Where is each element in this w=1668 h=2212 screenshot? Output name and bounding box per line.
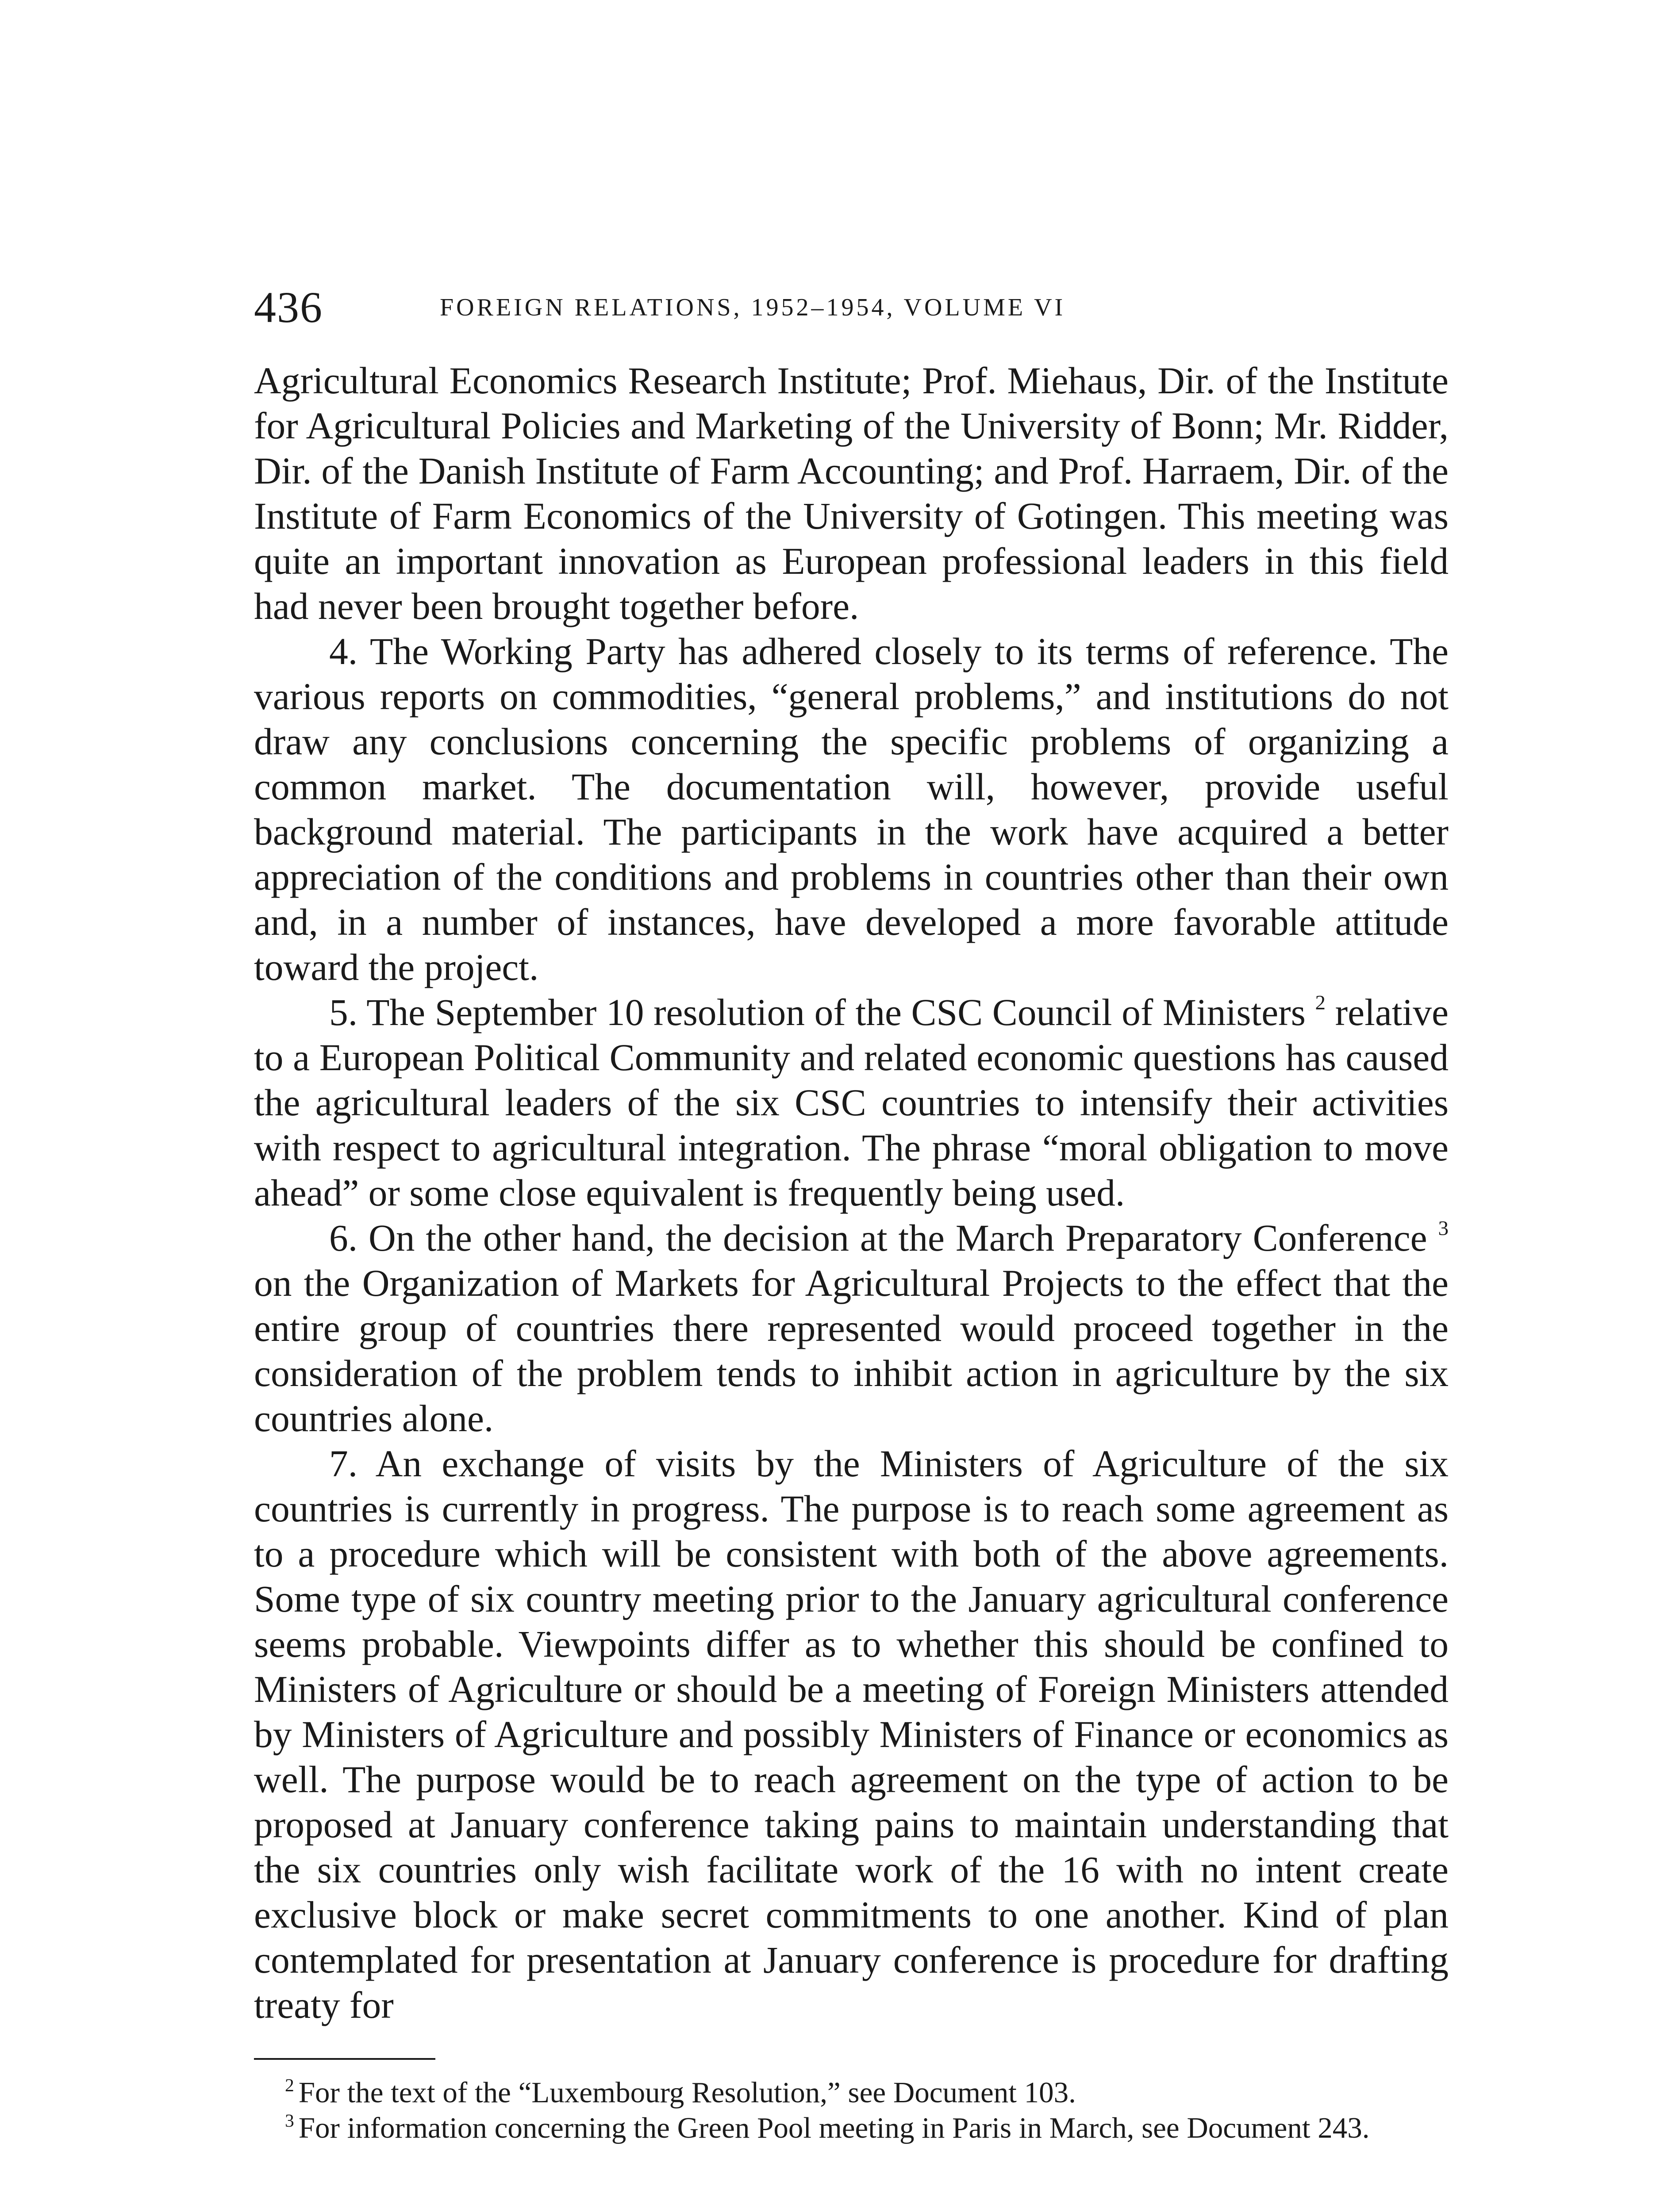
page-number: 436 (254, 283, 323, 332)
document-page (254, 274, 1449, 2146)
body-text (254, 358, 1449, 2028)
paragraph-5 (254, 990, 1449, 1216)
footnote-divider (254, 2058, 435, 2060)
footnote-ref-2: 2 (1315, 991, 1326, 1014)
page-header (254, 274, 1449, 341)
footnote-3 (254, 2110, 1449, 2146)
paragraph-6-text-a: 6. On the other hand, the decision at the March Preparatory Conference (329, 1217, 1427, 1259)
footnote-text: For the text of the “Luxembourg Resolution,” see Document 103. (298, 2076, 1076, 2109)
footnote-2 (254, 2075, 1449, 2110)
footnote-ref-3: 3 (1438, 1217, 1449, 1240)
paragraph-6-text-b: on the Organization of Markets for Agricultural Projects to the effect that the entire group of countries there represented would proceed together in the consideration of the problem tends to inhibit action in agriculture by the six countries alone. (254, 1263, 1449, 1440)
paragraph-4: 4. The Working Party has adhered closely to its terms of reference. The various reports on commodities, “general problems,” and institutions do not draw any conclusions concerning the specific problems of organizing a common market. The documentation will, however, provide useful background material. The participants in the work have acquired a better appreciation of the conditions and problems in countries other than their own and, in a number of instances, have developed a more favorable attitude toward the project. (254, 631, 1449, 988)
paragraph-continued: Agricultural Economics Research Institute; Prof. Miehaus, Dir. of the Institute for Agricultural Policies and Marketing of the University of Bonn; Mr. Ridder, Dir. of the Danish Institute of Farm Accounting; and Prof. Harraem, Dir. of the Institute of Farm Economics of the University of Gotingen. This meeting was quite an important innovation as European professional leaders in this field had never been brought together before. (254, 360, 1449, 627)
paragraph-6 (254, 1216, 1449, 1441)
paragraph-7: 7. An exchange of visits by the Ministers of Agriculture of the six countries is currently in progress. The purpose is to reach some agreement as to a procedure which will be consistent with both of the above agreements. Some type of six country meeting prior to the January agricultural conference seems probable. Viewpoints differ as to whether this should be confined to Ministers of Agriculture or should be a meeting of Foreign Ministers attended by Ministers of Agriculture and possibly Ministers of Finance or economics as well. The purpose would be to reach agreement on the type of action to be proposed at January conference taking pains to maintain understanding that the six countries only wish facilitate work of the 16 with no intent create exclusive block or make secret commitments to one another. Kind of plan contemplated for presentation at January conference is procedure for drafting treaty for (254, 1443, 1449, 2026)
footnote-mark: 2 (285, 2075, 294, 2096)
paragraph-5-text-a: 5. The September 10 resolution of the CSC Council of Ministers (329, 992, 1306, 1033)
footnote-mark: 3 (285, 2110, 294, 2131)
footnotes (254, 2075, 1449, 2146)
running-head: FOREIGN RELATIONS, 1952–1954, VOLUME VI (440, 294, 1066, 321)
footnote-text: For information concerning the Green Pool meeting in Paris in March, see Document 243. (298, 2112, 1370, 2144)
paragraph-5-text-b: relative to a European Political Community and related economic questions has caused the agricultural leaders of the six CSC countries to intensify their activities with respect to agricultural integration. The phrase “moral obligation to move ahead” or some close equivalent is frequently being used. (254, 992, 1449, 1214)
